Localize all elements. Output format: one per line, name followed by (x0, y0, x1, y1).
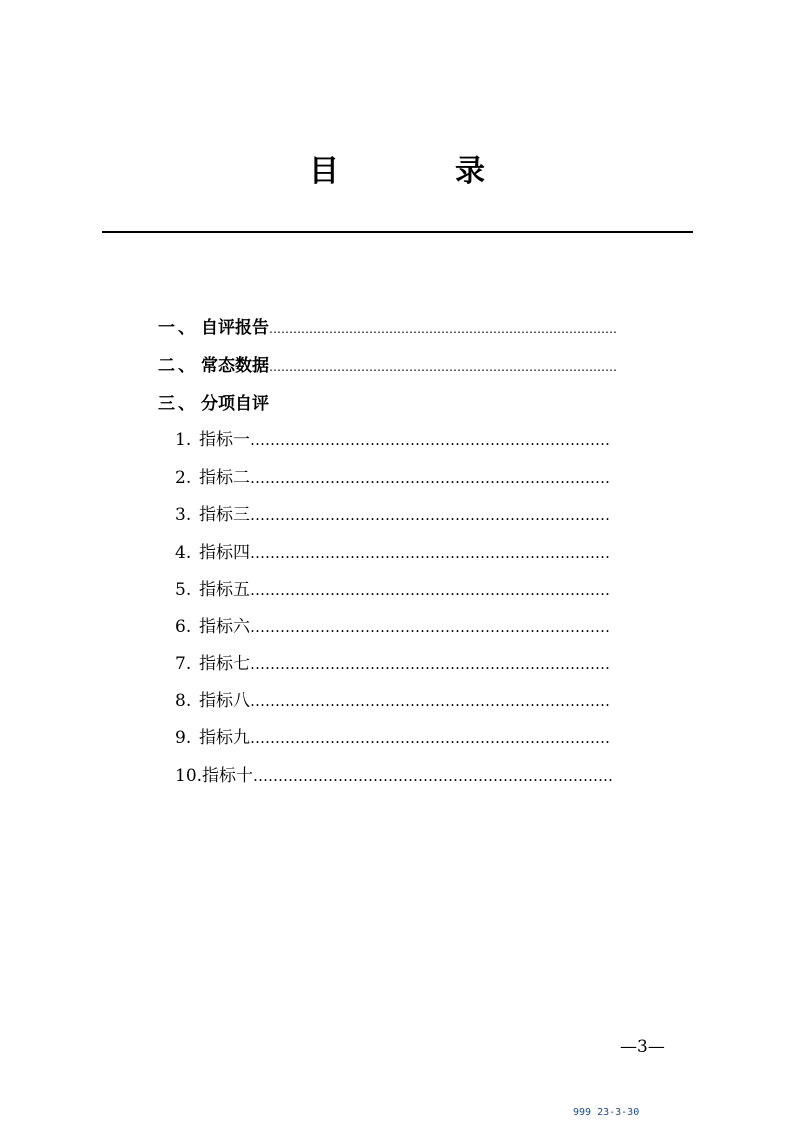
toc-item-number: 3. (175, 505, 192, 525)
toc-section-number: 三 (158, 394, 175, 414)
toc-item-label: 指标一 (199, 430, 250, 450)
toc-item-10[interactable] (175, 764, 650, 788)
toc-item-label: 指标六 (199, 617, 250, 637)
page-title-left-char: 目 (309, 154, 339, 189)
toc-item-number: 10. (175, 766, 203, 786)
toc-section-label: 自评报告 (201, 318, 269, 338)
print-stamp: 999 23-3-30 (573, 1107, 640, 1118)
toc-item-number: 9. (175, 728, 192, 748)
toc-item-number: 7. (175, 654, 192, 674)
toc-section-separator: 、 (178, 356, 195, 376)
toc-leader-dots: ……………………………………………………………… (250, 692, 610, 710)
toc-section-label: 常态数据 (201, 356, 269, 376)
page-title-right-char: 录 (455, 154, 485, 189)
toc-item-label: 指标三 (199, 505, 250, 525)
toc-leader-dots: ……………………………………………………………… (250, 431, 610, 449)
toc-item-label: 指标八 (199, 691, 250, 711)
toc-leader-dots: ……………………………………………………………… (250, 544, 610, 562)
toc-item-label: 指标七 (199, 654, 250, 674)
toc-item-5[interactable] (175, 578, 650, 602)
toc-item-label: 指标十 (202, 766, 254, 786)
toc-leader-dots: ……………………………………………………………… (250, 506, 610, 524)
toc-leader-dots: ……………………………………………………………… (250, 618, 610, 636)
toc-leader-dots: ……………………………………………………………… (250, 581, 610, 599)
toc-item-8[interactable] (175, 689, 650, 713)
title-divider (102, 231, 693, 233)
toc-leader-dots: ……………………………………………………………… (250, 469, 610, 487)
toc-item-4[interactable] (175, 541, 650, 565)
toc-section-1[interactable] (158, 316, 658, 340)
toc-item-number: 6. (175, 617, 192, 637)
toc-section-number: 二 (158, 356, 175, 376)
toc-item-number: 8. (175, 691, 192, 711)
toc-section-number: 一 (158, 318, 175, 338)
toc-item-2[interactable] (175, 466, 650, 490)
toc-leader-dots: ……………………………………………………………… (250, 655, 610, 673)
toc-section-separator: 、 (178, 318, 195, 338)
toc-item-number: 2. (175, 468, 192, 488)
toc-item-label: 指标五 (199, 580, 250, 600)
toc-section-2[interactable] (158, 354, 658, 378)
toc-item-number: 1. (175, 430, 192, 450)
page-number: —3— (620, 1037, 665, 1057)
toc-item-label: 指标二 (199, 468, 250, 488)
toc-item-number: 4. (175, 543, 192, 563)
toc-leader-dots: ……………………………………………………………… (253, 767, 614, 785)
toc-section-label: 分项自评 (201, 394, 269, 414)
toc-section-3[interactable] (158, 392, 658, 416)
toc-leader-dots: …………………………………………………………………………… (269, 360, 617, 374)
toc-item-3[interactable] (175, 503, 650, 527)
toc-leader-dots: …………………………………………………………………………… (269, 322, 617, 336)
toc-item-number: 5. (175, 580, 192, 600)
toc-leader-dots: ……………………………………………………………… (250, 729, 610, 747)
toc-item-label: 指标九 (199, 728, 250, 748)
toc-item-1[interactable] (175, 428, 650, 452)
toc-item-9[interactable] (175, 726, 650, 750)
toc-item-7[interactable] (175, 652, 650, 676)
toc-item-label: 指标四 (199, 543, 250, 563)
toc-section-separator: 、 (178, 394, 195, 414)
toc-item-6[interactable] (175, 615, 650, 639)
